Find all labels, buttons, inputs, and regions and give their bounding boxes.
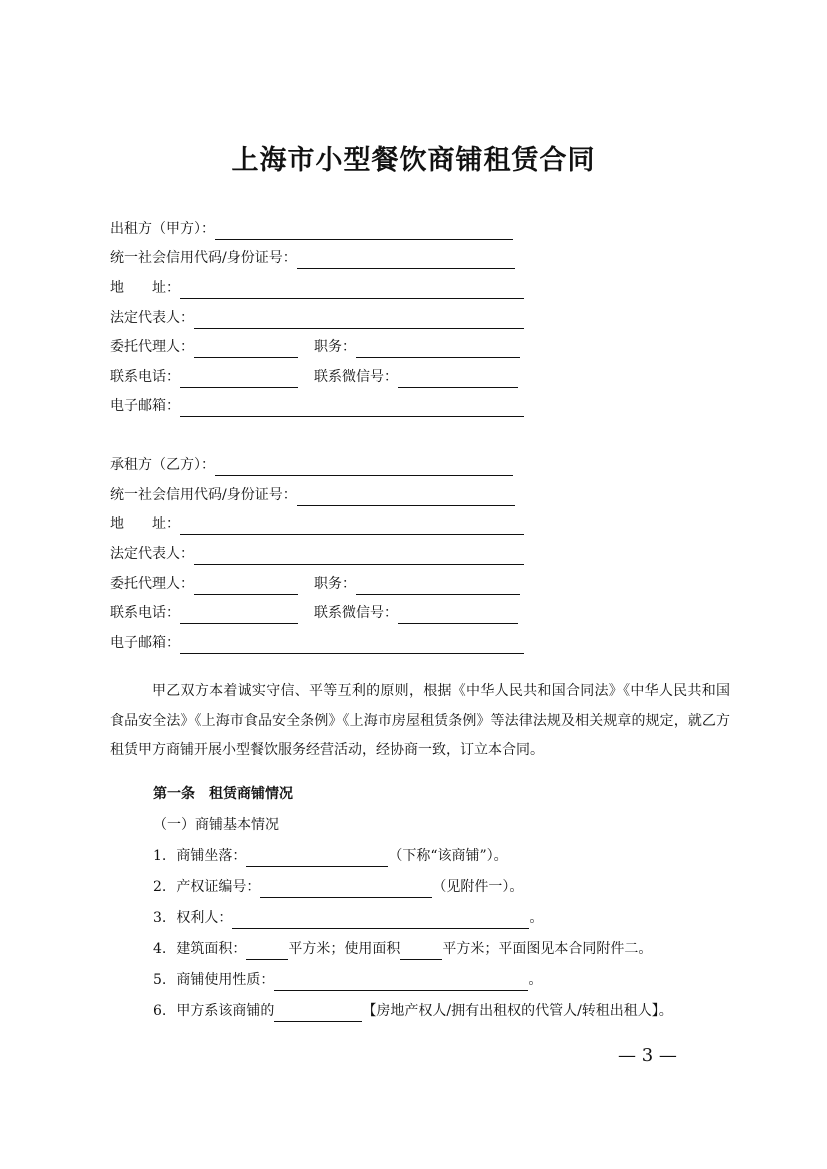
blank-line [180, 281, 524, 299]
field-label: 法定代表人： [110, 310, 194, 326]
field-label: 出租方（甲方）： [110, 221, 215, 237]
item-suffix: 【房地产权人/拥有出租权的代管人/转租出租人】。 [362, 1003, 673, 1019]
field-label: 职务： [314, 339, 356, 355]
field-label: 联系微信号： [314, 369, 398, 385]
party-b-phone-row [110, 602, 518, 624]
blank-line [215, 458, 513, 476]
blank-line [274, 973, 528, 991]
party-b-legal-rep-row [110, 543, 524, 565]
field-label: 统一社会信用代码/身份证号： [110, 250, 297, 266]
field-label: 法定代表人： [110, 546, 194, 562]
field-label: 联系电话： [110, 369, 180, 385]
item-suffix: 。 [528, 972, 543, 988]
article-1-subheading: （一）商铺基本情况 [153, 817, 279, 833]
party-a-agent-row [110, 336, 520, 358]
field-label: 地 址： [110, 280, 180, 296]
field-label: 电子邮箱： [110, 635, 180, 651]
field-label: 承租方（乙方）： [110, 457, 215, 473]
party-a-legal-rep-row [110, 307, 524, 329]
blank-line [274, 1004, 362, 1022]
item-number: 2. [153, 879, 167, 895]
item-mid: 平方米；使用面积 [288, 941, 401, 957]
blank-line [400, 942, 442, 960]
blank-line [232, 911, 529, 929]
list-item [153, 876, 523, 898]
blank-line [215, 222, 513, 240]
party-b-agent-row [110, 573, 520, 595]
item-label: 权利人： [176, 910, 233, 926]
field-label: 电子邮箱： [110, 398, 180, 414]
blank-line [398, 370, 518, 388]
blank-line [180, 399, 524, 417]
blank-line [297, 251, 515, 269]
item-suffix: 平方米；平面图见本合同附件二。 [442, 941, 653, 957]
blank-line [194, 311, 524, 329]
party-b-email-row [110, 632, 524, 654]
blank-line [180, 517, 524, 535]
item-label: 商铺坐落： [176, 848, 247, 864]
blank-line [180, 636, 524, 654]
field-label: 联系微信号： [314, 605, 398, 621]
list-item [153, 938, 652, 960]
article-1-heading: 第一条 租赁商铺情况 [153, 786, 293, 802]
field-label: 职务： [314, 576, 356, 592]
item-number: 6. [153, 1003, 167, 1019]
item-number: 1. [153, 848, 167, 864]
page-number: — 3 — [618, 1045, 677, 1066]
party-a-credit-code-row [110, 247, 515, 269]
item-label: 建筑面积： [176, 941, 247, 957]
party-a-lessor-row [110, 218, 513, 240]
blank-line [398, 606, 518, 624]
item-label: 甲方系该商铺的 [176, 1003, 275, 1019]
party-b-address-row [110, 513, 524, 535]
blank-line [246, 942, 288, 960]
item-number: 4. [153, 941, 167, 957]
item-label: 产权证编号： [176, 879, 261, 895]
blank-line [194, 547, 524, 565]
blank-line [246, 849, 388, 867]
item-suffix: 。 [529, 910, 544, 926]
blank-line [260, 880, 432, 898]
party-a-address-row [110, 277, 524, 299]
field-label: 统一社会信用代码/身份证号： [110, 487, 297, 503]
item-suffix: （下称“该商铺”）。 [388, 848, 508, 864]
document-title: 上海市小型餐饮商铺租赁合同 [231, 145, 596, 176]
list-item [153, 1000, 673, 1022]
item-number: 5. [153, 972, 167, 988]
item-suffix: （见附件一）。 [432, 879, 524, 895]
party-a-phone-row [110, 366, 518, 388]
blank-line [194, 340, 298, 358]
blank-line [356, 577, 520, 595]
blank-line [194, 577, 298, 595]
party-a-email-row [110, 395, 524, 417]
blank-line [180, 606, 298, 624]
field-label: 委托代理人： [110, 339, 194, 355]
blank-line [356, 340, 520, 358]
item-label: 商铺使用性质： [176, 972, 275, 988]
item-number: 3. [153, 910, 167, 926]
field-label: 地 址： [110, 516, 180, 532]
blank-line [297, 488, 515, 506]
field-label: 联系电话： [110, 605, 180, 621]
list-item [153, 845, 508, 867]
list-item [153, 969, 542, 991]
blank-line [180, 370, 298, 388]
party-b-lessee-row [110, 454, 513, 476]
preamble-paragraph: 甲乙双方本着诚实守信、平等互利的原则，根据《中华人民共和国合同法》《中华人民共和国食品安全法》《上海市食品安全条例》《上海市房屋租赁条例》等法律法规及相关规章的规定，就乙方租赁甲方商铺开展小型餐饮服务经营活动，经协商一致，订立本合同。 [110, 683, 730, 758]
list-item [153, 907, 543, 929]
field-label: 委托代理人： [110, 576, 194, 592]
party-b-credit-code-row [110, 484, 515, 506]
